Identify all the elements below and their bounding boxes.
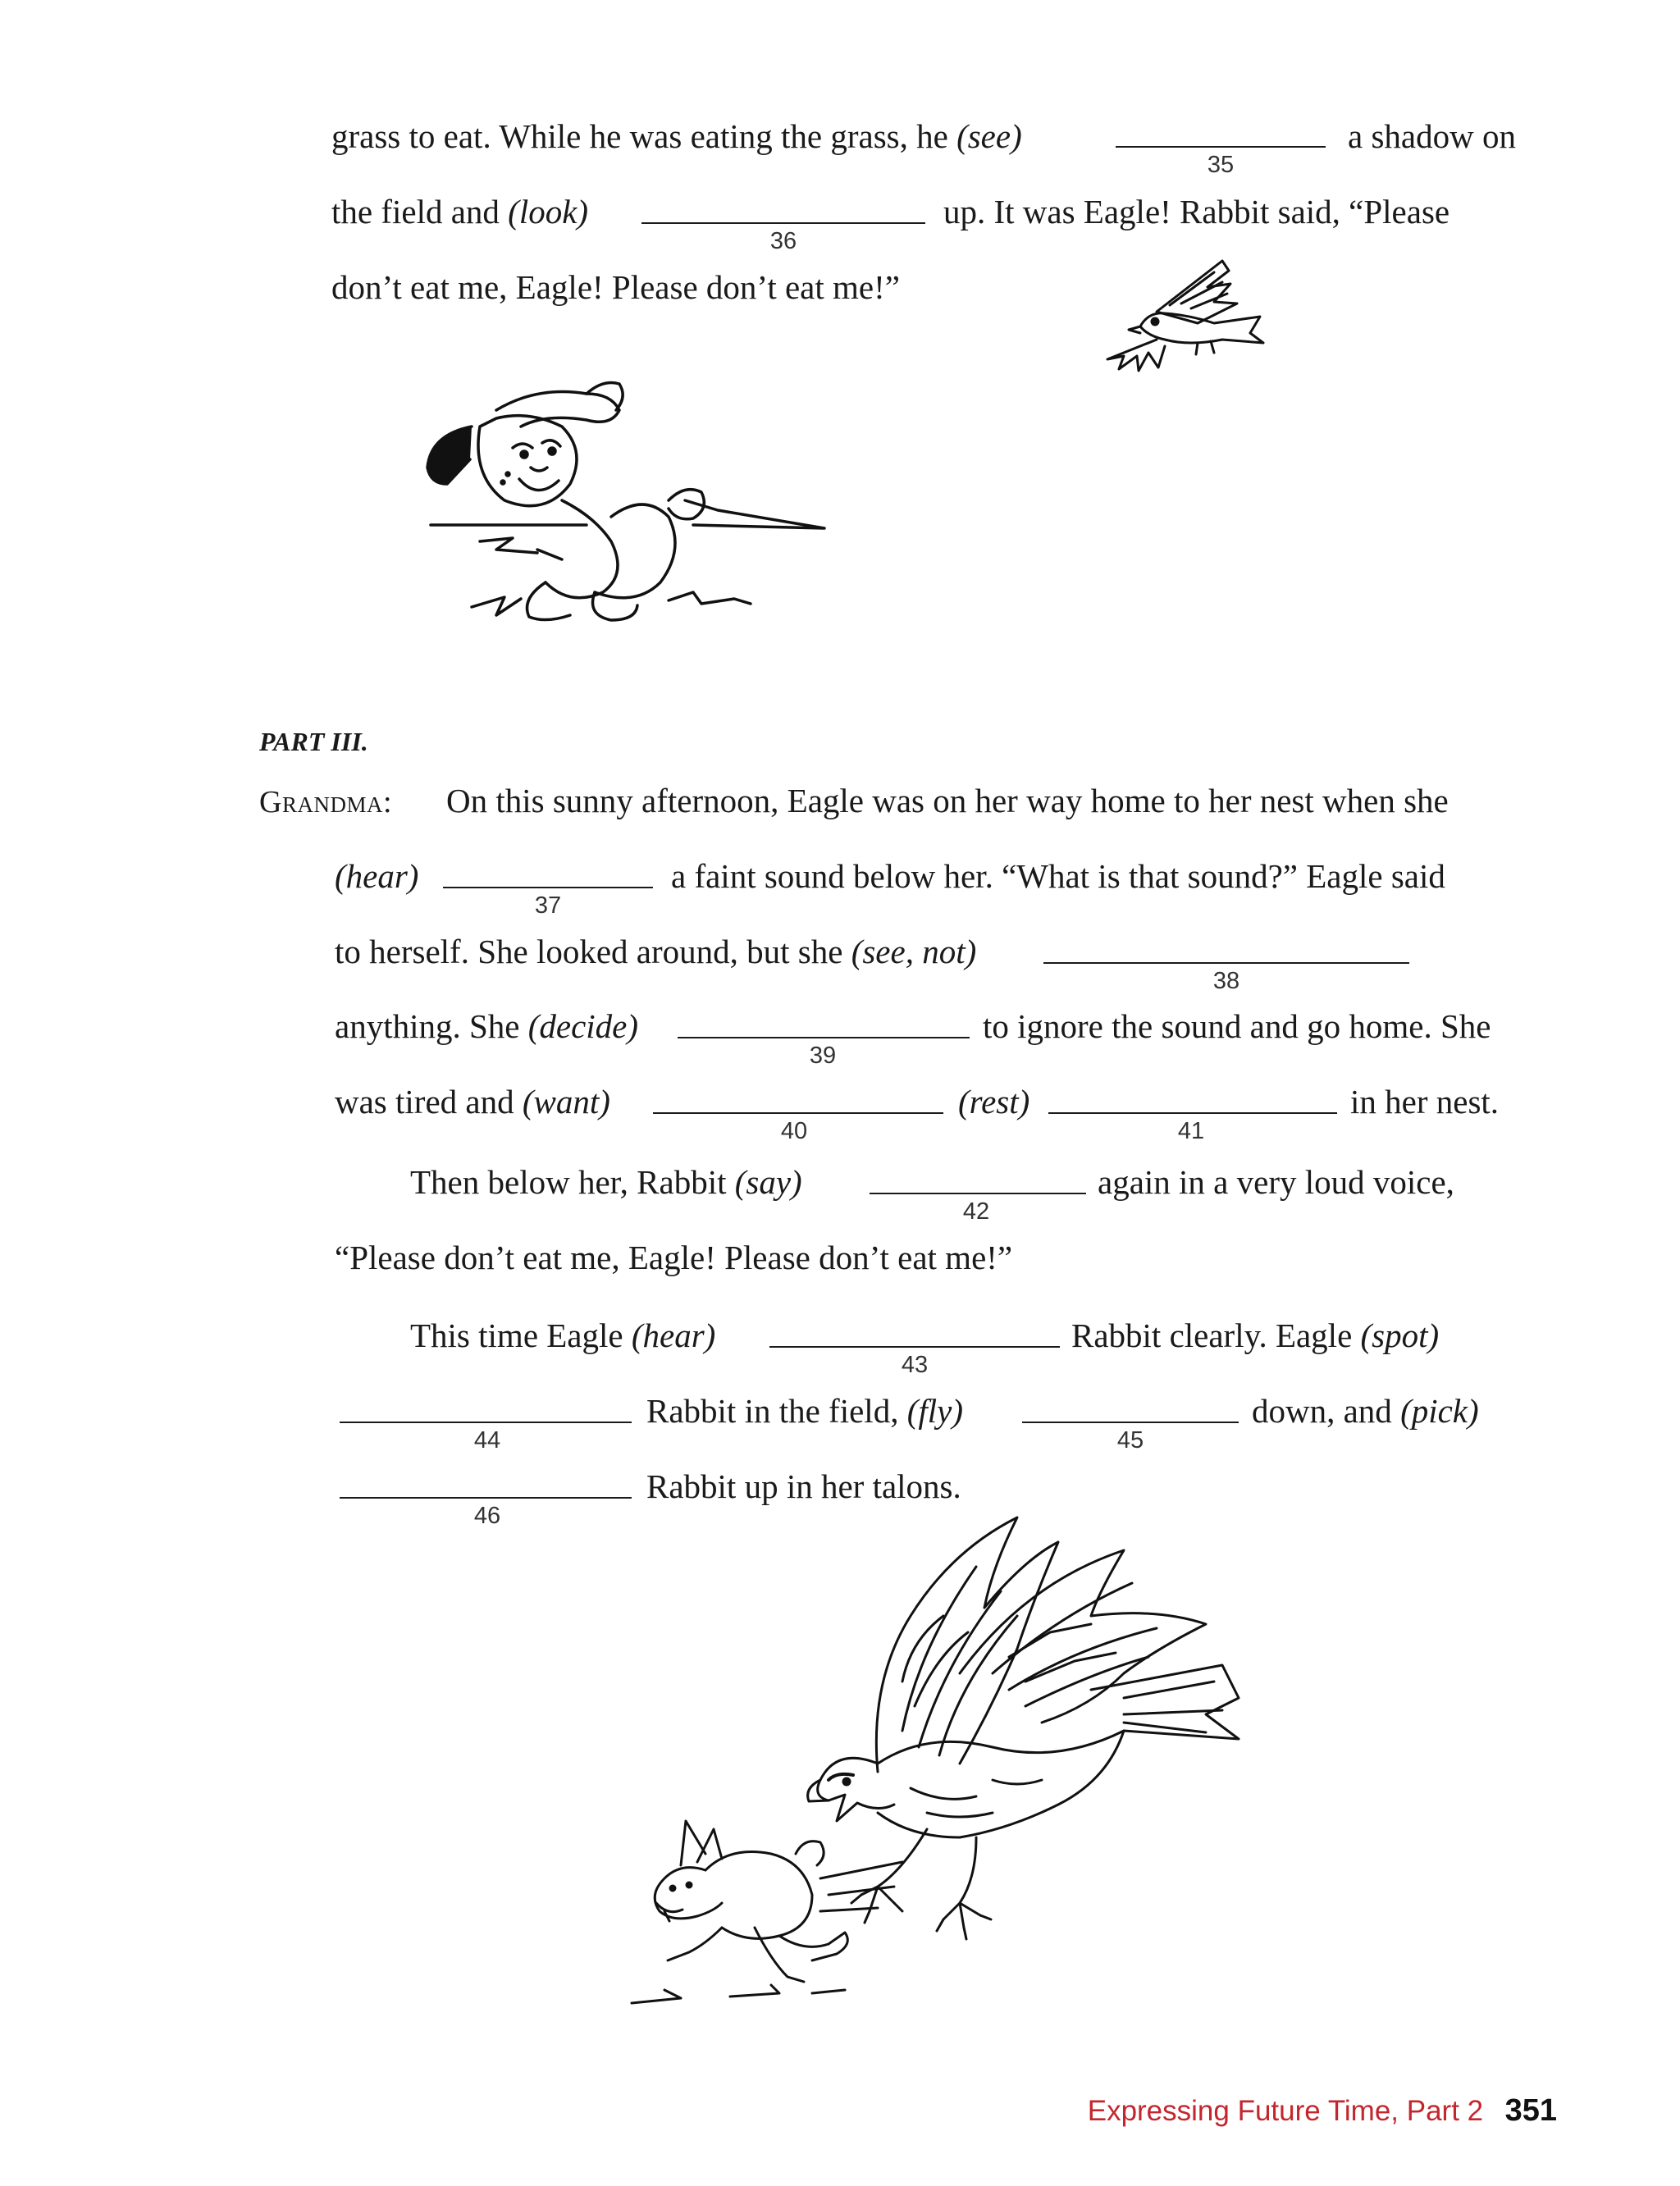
blank-46[interactable] xyxy=(340,1497,632,1499)
blank-number: 36 xyxy=(769,228,797,254)
blank-43[interactable] xyxy=(769,1346,1060,1348)
story-line-3: don’t eat me, Eagle! Please don’t eat me!” xyxy=(331,268,900,306)
blank-number: 46 xyxy=(473,1503,501,1529)
part3-line-6 xyxy=(410,1163,802,1201)
part3-line-3 xyxy=(335,935,976,969)
page-number: 351 xyxy=(1504,2093,1557,2128)
verb-cue: (fly) xyxy=(906,1392,963,1430)
verb-cue: (rest) xyxy=(958,1083,1030,1120)
blank-number: 45 xyxy=(1116,1427,1144,1454)
part3-line-7: “Please don’t eat me, Eagle! Please don’t eat me!” xyxy=(335,1239,1013,1276)
blank-40[interactable] xyxy=(653,1112,943,1114)
verb-cue: (look) xyxy=(508,193,589,230)
speaker-name: Grandma: xyxy=(259,785,393,819)
text: Rabbit in the field, xyxy=(646,1392,899,1430)
blank-number: 39 xyxy=(809,1043,837,1069)
flying-bird-illustration xyxy=(1099,254,1280,377)
blank-35[interactable] xyxy=(1116,146,1326,148)
verb-cue: (spot) xyxy=(1360,1317,1440,1354)
verb-cue: (pick) xyxy=(1400,1392,1479,1430)
blank-number: 40 xyxy=(780,1118,808,1144)
story-line-2-end: up. It was Eagle! Rabbit said, “Please xyxy=(943,193,1450,230)
scared-rabbit-illustration xyxy=(422,377,833,632)
blank-number: 41 xyxy=(1177,1118,1205,1144)
text: was tired and xyxy=(335,1083,514,1120)
part3-line-9-end xyxy=(1252,1394,1479,1428)
verb-cue: (see) xyxy=(956,117,1022,155)
blank-number: 35 xyxy=(1207,152,1235,178)
part3-line-5-end: in her nest. xyxy=(1350,1083,1500,1120)
blank-42[interactable] xyxy=(870,1193,1086,1194)
verb-cue: (hear) xyxy=(335,857,419,895)
verb-cue: (want) xyxy=(522,1083,610,1120)
text: Rabbit clearly. Eagle xyxy=(1071,1317,1353,1354)
story-line-2 xyxy=(331,195,588,229)
text: anything. She xyxy=(335,1007,520,1045)
blank-44[interactable] xyxy=(340,1422,632,1423)
blank-39[interactable] xyxy=(678,1037,970,1038)
part3-line-4 xyxy=(335,1007,639,1045)
verb-cue: (say) xyxy=(734,1163,802,1201)
verb-cue: (decide) xyxy=(527,1007,639,1045)
page-footer xyxy=(1088,2093,1557,2129)
blank-number: 38 xyxy=(1212,968,1240,994)
part3-line-9 xyxy=(646,1394,963,1428)
verb-cue: (see, not) xyxy=(851,933,977,970)
blank-number: 37 xyxy=(534,892,562,919)
part3-line-5-cue xyxy=(958,1085,1029,1119)
part3-line-2-end: a faint sound below her. “What is that sound?” Eagle said xyxy=(671,857,1445,895)
verb-cue: (hear) xyxy=(631,1317,716,1354)
text: grass to eat. While he was eating the grass, he xyxy=(331,117,948,155)
story-line-1-end: a shadow on xyxy=(1348,117,1516,155)
part3-line-1: On this sunny afternoon, Eagle was on her way home to her nest when she xyxy=(446,782,1449,819)
part3-line-8-end xyxy=(1071,1319,1439,1353)
text: the field and xyxy=(331,193,500,230)
blank-38[interactable] xyxy=(1043,962,1409,964)
chapter-title: Expressing Future Time, Part 2 xyxy=(1087,2095,1484,2127)
part3-line-8 xyxy=(410,1319,715,1353)
story-line-1 xyxy=(331,117,1022,155)
speaker-label xyxy=(259,784,392,818)
text: This time Eagle xyxy=(410,1317,623,1354)
blank-number: 44 xyxy=(473,1427,501,1454)
text: to herself. She looked around, but she xyxy=(335,933,843,970)
eagle-and-rabbit-illustration xyxy=(632,1517,1271,2042)
blank-41[interactable] xyxy=(1048,1112,1337,1114)
blank-number: 43 xyxy=(901,1352,929,1378)
blank-37[interactable] xyxy=(443,887,653,888)
text: down, and xyxy=(1252,1392,1392,1430)
blank-number: 42 xyxy=(962,1198,990,1225)
part-heading: PART III. xyxy=(259,727,368,756)
part3-line-2 xyxy=(335,857,419,895)
part3-line-10: Rabbit up in her talons. xyxy=(646,1467,961,1505)
blank-36[interactable] xyxy=(641,222,925,224)
part3-line-6-end: again in a very loud voice, xyxy=(1098,1163,1454,1201)
part3-line-5 xyxy=(335,1085,610,1119)
text: Then below her, Rabbit xyxy=(410,1163,727,1201)
blank-45[interactable] xyxy=(1022,1422,1239,1423)
part3-line-4-end: to ignore the sound and go home. She xyxy=(983,1007,1491,1045)
